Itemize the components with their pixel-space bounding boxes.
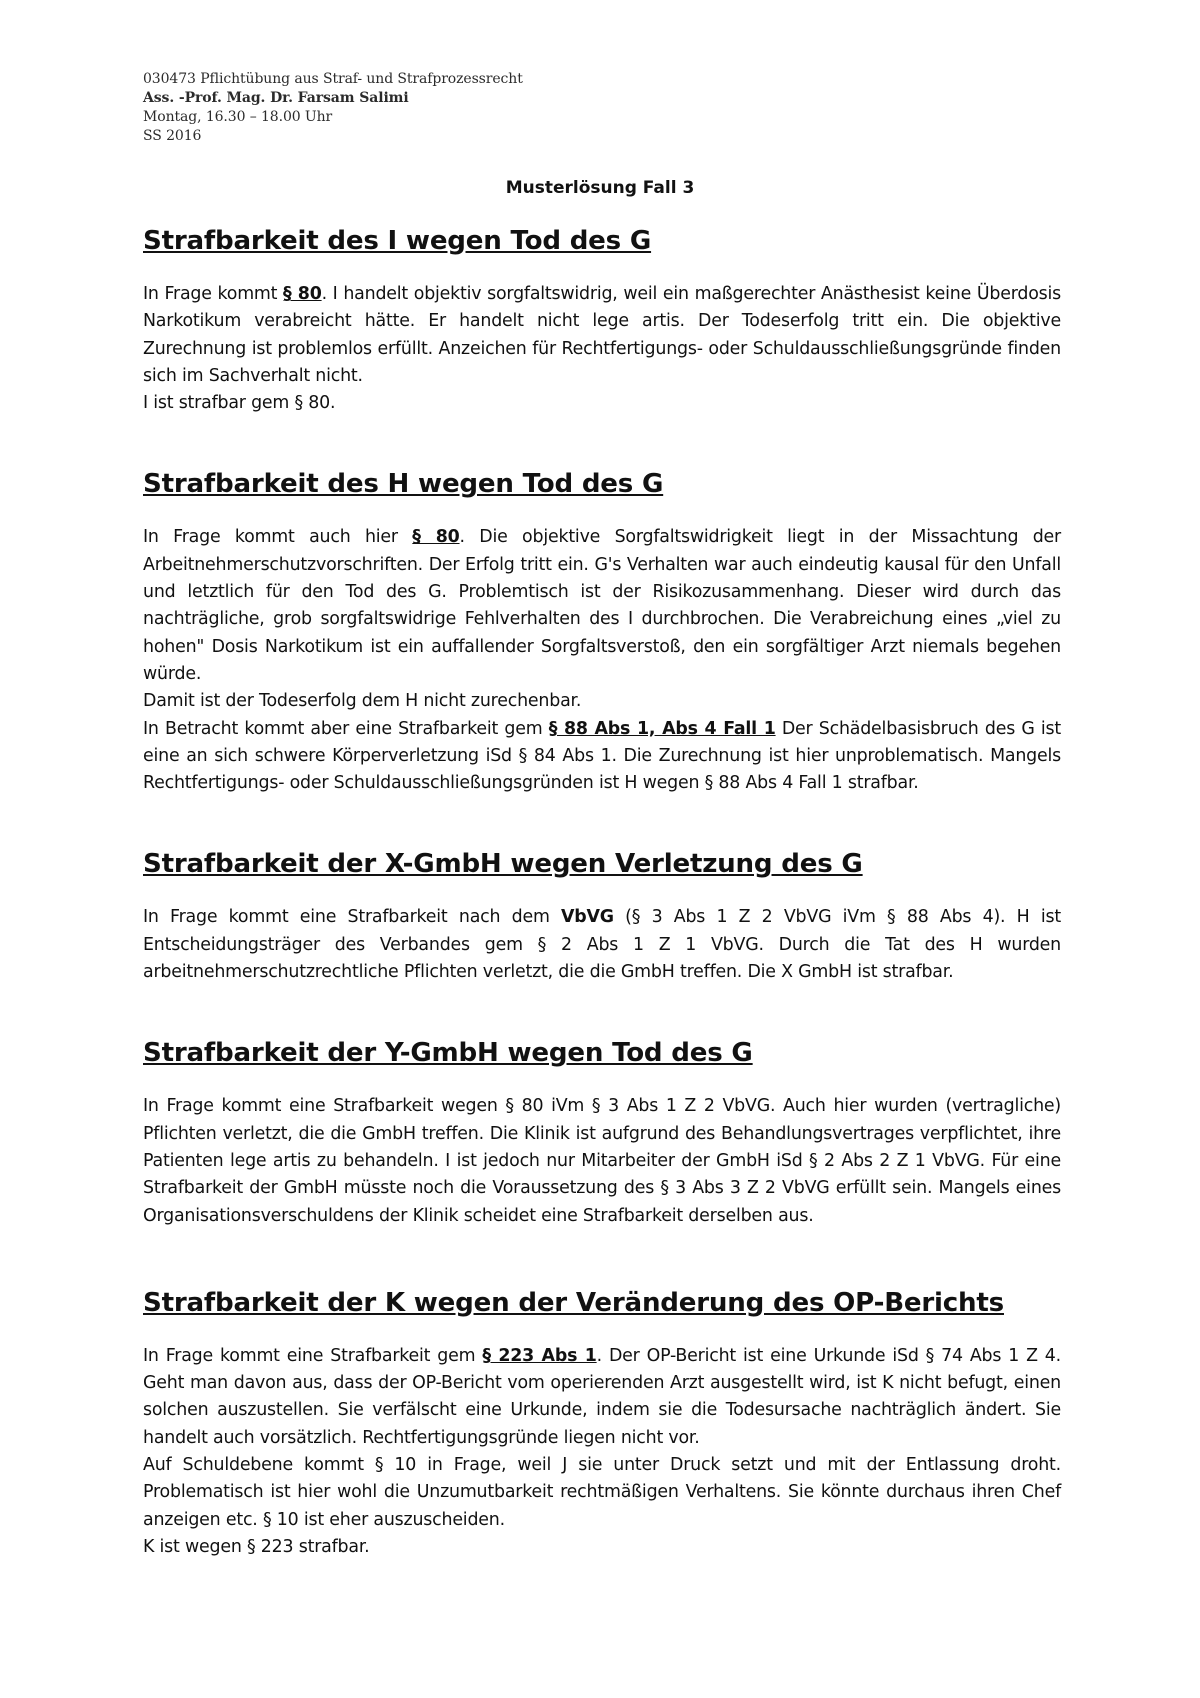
paragraph: In Frage kommt eine Strafbarkeit gem § 223 Abs 1. Der OP-Bericht ist eine Urkunde iSd § 74 Abs 1 Z 4. Geht man davon aus, dass der OP-Bericht vom operierenden Arzt ausgestellt wird, ist K nicht befugt, einen solchen auszustellen. Sie verfälscht eine Urkunde, indem sie die Todesursache nachträglich ändert. Sie handelt auch vorsätzlich. Rechtfertigungsgründe liegen nicht vor. (143, 1345, 1061, 1448)
paragraph: In Betracht kommt aber eine Strafbarkeit gem § 88 Abs 1, Abs 4 Fall 1 Der Schädelbasisbruch des G ist eine an sich schwere Körperverletzung iSd § 84 Abs 1. Die Zurechnung ist hier unproblematisch. Mangels Rechtfertigungs- oder Schuldausschließungsgründen ist H wegen § 88 Abs 4 Fall 1 strafbar. (143, 718, 1061, 794)
legal-reference: § 80 (283, 284, 322, 304)
paragraph: In Frage kommt eine Strafbarkeit nach dem VbVG (§ 3 Abs 1 Z 2 VbVG iVm § 88 Abs 4). H ist Entscheidungsträger des Verbandes gem § 2 Abs 1 Z 1 VbVG. Durch die Tat des H wurden arbeitnehmerschutzrechtliche Pflichten verletzt, die die GmbH treffen. Die X GmbH ist strafbar. (143, 907, 1061, 983)
course-line: 030473 Pflichtübung aus Straf- und Strafprozessrecht (143, 71, 523, 87)
section-heading: Strafbarkeit der Y-GmbH wegen Tod des G (143, 1038, 753, 1069)
time-line: Montag, 16.30 – 18.00 Uhr (143, 109, 333, 125)
document-body (143, 228, 1061, 1561)
section-heading: Strafbarkeit der X-GmbH wegen Verletzung des G (143, 849, 863, 880)
conclusion: K ist wegen § 223 strafbar. (143, 1536, 370, 1557)
section-heading: Strafbarkeit des H wegen Tod des G (143, 469, 664, 500)
paragraph: In Frage kommt § 80. I handelt objektiv sorgfaltswidrig, weil ein maßgerechter Anästhesist keine Überdosis Narkotikum verabreicht hätte. Er handelt nicht lege artis. Der Todeserfolg tritt ein. Die objektive Zurechnung ist problemlos erfüllt. Anzeichen für Rechtfertigungs- oder Schuldausschließungsgründe finden sich im Sachverhalt nicht. (143, 284, 1061, 386)
paragraph: Auf Schuldebene kommt § 10 in Frage, weil J sie unter Druck setzt und mit der Entlassung droht. Problematisch ist hier wohl die Unzumutbarkeit rechtmäßigen Verhaltens. Sie könnte durchaus ihren Chef anzeigen etc. § 10 ist eher auszuscheiden. (143, 1455, 1061, 1530)
section-heading: Strafbarkeit der K wegen der Veränderung des OP-Berichts (143, 1287, 1004, 1318)
legal-reference: § 223 Abs 1 (482, 1345, 597, 1366)
section-heading: Strafbarkeit des I wegen Tod des G (143, 226, 652, 256)
conclusion: I ist strafbar gem § 80. (143, 393, 336, 414)
document-header (143, 70, 743, 146)
paragraph: In Frage kommt eine Strafbarkeit wegen § 80 iVm § 3 Abs 1 Z 2 VbVG. Auch hier wurden (vertragliche) Pflichten verletzt, die die GmbH treffen. Die Klinik ist aufgrund des Behandlungsvertrages verpflichtet, ihre Patienten lege artis zu behandeln. I ist jedoch nur Mitarbeiter der GmbH iSd § 2 Abs 2 Z 1 VbVG. Für eine Strafbarkeit der GmbH müsste noch die Voraussetzung des § 3 Abs 3 Z 2 VbVG erfüllt sein. Mangels eines Organisationsverschuldens der Klinik scheidet eine Strafbarkeit derselben aus. (143, 1096, 1061, 1226)
law-abbreviation: VbVG (561, 907, 614, 928)
lecturer-line: Ass. -Prof. Mag. Dr. Farsam Salimi (143, 90, 409, 106)
legal-reference: § 80 (412, 527, 460, 548)
legal-reference: § 88 Abs 1, Abs 4 Fall 1 (548, 718, 776, 739)
page-title: Musterlösung Fall 3 (505, 178, 695, 198)
paragraph: In Frage kommt auch hier § 80. Die objektive Sorgfaltswidrigkeit liegt in der Missachtung der Arbeitnehmerschutzvorschriften. Der Erfolg tritt ein. G's Verhalten war auch eindeutig kausal für den Unfall und letztlich für den Tod des G. Problemtisch ist der Risikozusammenhang. Dieser wird durch das nachträgliche, grob sorgfaltswidrige Fehlverhalten des I durchbrochen. Die Verabreichung eines „viel zu hohen" Dosis Narkotikum ist ein auffallender Sorgfaltsverstoß, den ein sorgfältiger Arzt niemals begehen würde. (143, 527, 1061, 684)
paragraph: Damit ist der Todeserfolg dem H nicht zurechenbar. (143, 691, 582, 712)
semester-line: SS 2016 (143, 128, 202, 144)
